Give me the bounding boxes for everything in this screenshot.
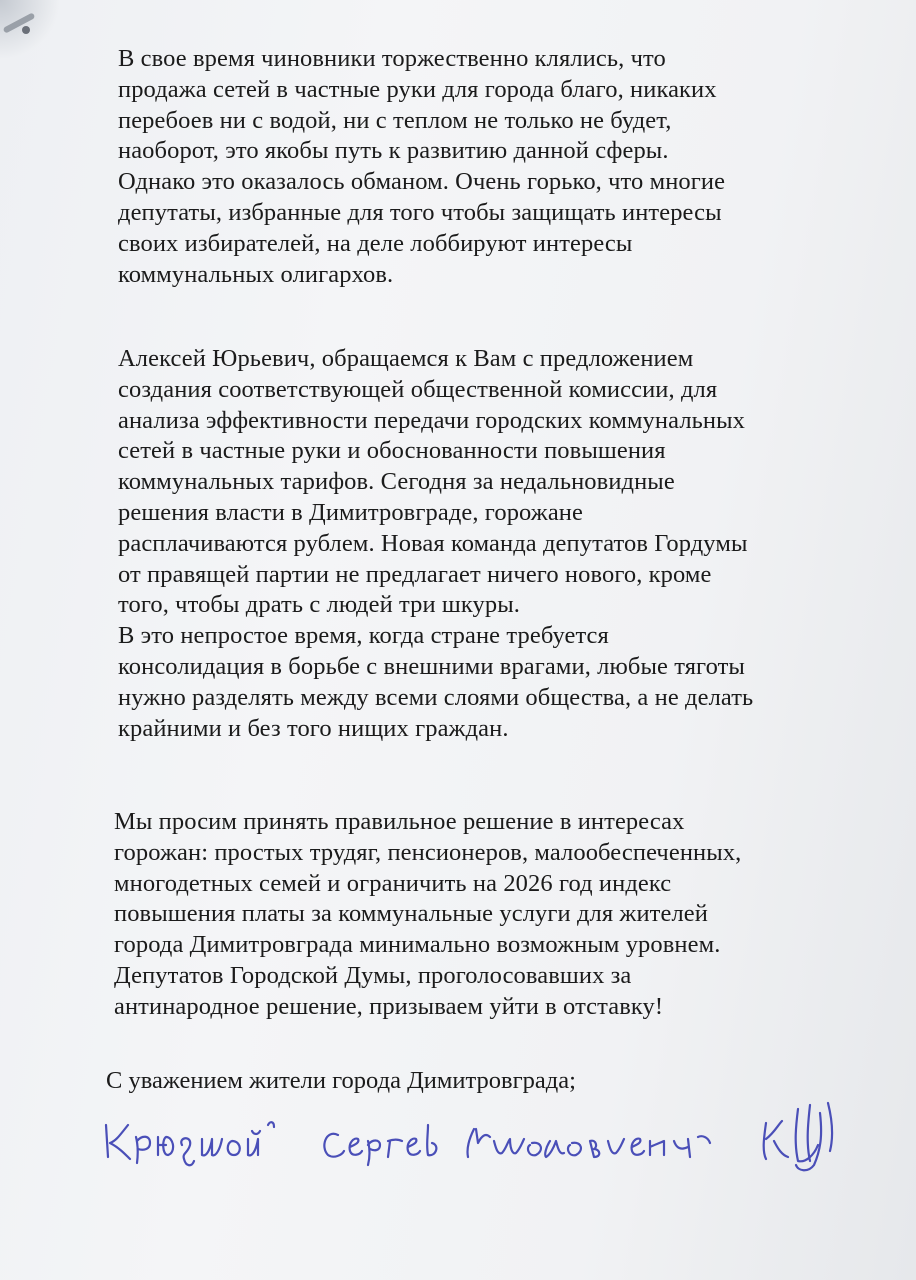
text-line: крайними и без того нищих граждан.: [118, 714, 509, 742]
staple-pin-icon: [22, 26, 30, 34]
closing-line: С уважением жители города Димитровграда;: [106, 1067, 576, 1094]
text-line: горожан: простых трудяг, пенсионеров, малообеспеченных,: [114, 838, 742, 866]
text-line: своих избирателей, на деле лоббируют интересы: [118, 229, 633, 257]
handwritten-signature: [98, 1085, 858, 1180]
text-line: коммунальных олигархов.: [118, 260, 394, 288]
paragraph-2: [118, 344, 753, 744]
text-line: перебоев ни с водой, ни с теплом не только не будет,: [118, 106, 672, 134]
paragraph-1: [118, 44, 725, 290]
text-line: Депутатов Городской Думы, проголосовавших за: [114, 961, 632, 989]
text-line: создания соответствующей общественной комиссии, для: [118, 375, 718, 403]
text-line: сетей в частные руки и обоснованности повышения: [118, 437, 666, 465]
text-line: Мы просим принять правильное решение в интересах: [114, 808, 685, 835]
text-line: повышения платы за коммунальные услуги для жителей: [114, 900, 708, 928]
text-line: антинародное решение, призываем уйти в отставку!: [114, 992, 664, 1020]
text-line: наоборот, это якобы путь к развитию данной сферы.: [118, 137, 669, 165]
text-line: нужно разделять между всеми слоями общества, а не делать: [118, 683, 754, 711]
text-line: расплачиваются рублем. Новая команда депутатов Гордумы: [118, 529, 748, 557]
text-line: депутаты, избранные для того чтобы защищать интересы: [118, 198, 722, 226]
text-line: Алексей Юрьевич, обращаемся к Вам с предложением: [118, 345, 694, 372]
text-line: того, чтобы драть с людей три шкуры.: [118, 591, 520, 619]
text-line: В это непростое время, когда стране требуется: [118, 622, 609, 650]
text-line: города Димитровграда минимально возможным уровнем.: [114, 931, 721, 959]
text-line: решения власти в Димитровграде, горожане: [118, 498, 583, 526]
text-line: Однако это оказалось обманом. Очень горько, что многие: [118, 168, 726, 196]
text-line: В свое время чиновники торжественно клялись, что: [118, 45, 666, 72]
text-line: от правящей партии не предлагает ничего нового, кроме: [118, 560, 712, 588]
text-line: консолидация в борьбе с внешними врагами, любые тяготы: [118, 652, 745, 680]
text-line: анализа эффективности передачи городских коммунальных: [118, 406, 746, 434]
text-line: коммунальных тарифов. Сегодня за недальновидные: [118, 468, 675, 496]
text-line: продажа сетей в частные руки для города благо, никаких: [118, 75, 717, 103]
paragraph-3: [114, 807, 741, 1023]
text-line: многодетных семей и ограничить на 2026 год индекс: [114, 869, 672, 897]
